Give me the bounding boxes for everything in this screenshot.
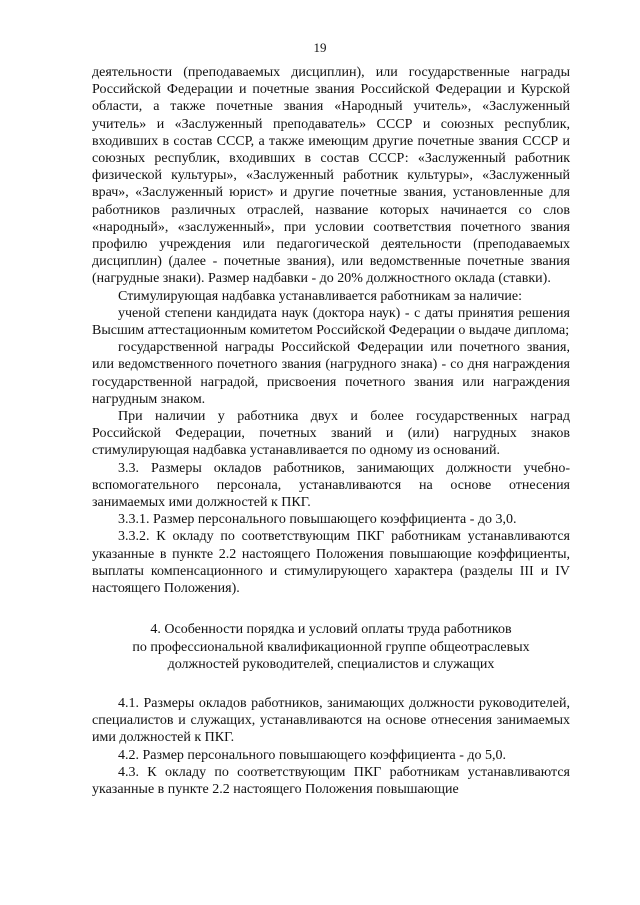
paragraph-4-2: 4.2. Размер персонального повышающего коэффициента - до 5,0. — [118, 747, 506, 763]
paragraph-4-3: 4.3. К окладу по соответствующим ПКГ работникам устанавливаются указанные в пункте 2.2 настоящего Положения повышающие — [92, 764, 570, 797]
section-heading — [92, 621, 570, 673]
paragraph-continuation: деятельности (преподаваемых дисциплин), или государственные награды Российской Федерации и почетные звания Российской Федерации и Курской области, а также почетные звания «Народный учитель», «Заслуженный учитель» и «Заслуженный преподаватель» СССР и союзных республик, входивших в состав СССР, а также имеющим другие почетные звания СССР и союзных республик, входивших в состав СССР: «Заслуженный работник физической культуры», «Заслуженный работник культуры», «Заслуженный врач», «Заслуженный юрист» и другие почетные звания, установленные для работников различных отраслей, название которых начинается со слов «народный», «заслуженный», при условии соответствия почетного звания профилю учреждения или педагогической деятельности (преподаваемых дисциплин) (далее - почетные звания), или ведомственные почетные звания (нагрудные знаки). Размер надбавки - до 20% должностного оклада (ставки). — [92, 65, 570, 287]
page-number: 19 — [313, 40, 327, 55]
paragraph-bonus-intro: Стимулирующая надбавка устанавливается работникам за наличие: — [118, 288, 523, 304]
section-heading-line: 4. Особенности порядка и условий оплаты труда работников — [150, 622, 512, 638]
paragraph-3-3-1: 3.3.1. Размер персонального повышающего коэффициента - до 3,0. — [118, 512, 517, 528]
paragraph-multiple-awards: При наличии у работника двух и более государственных наград Российской Федерации, почетных званий и (или) нагрудных знаков стимулирующая надбавка устанавливается по одному из оснований. — [92, 409, 570, 459]
paragraph-3-3-2: 3.3.2. К окладу по соответствующим ПКГ работникам устанавливаются указанные в пункте 2.2 настоящего Положения повышающие коэффициенты, выплаты компенсационного и стимулирующего характера (разделы III и IV настоящего Положения). — [92, 529, 570, 597]
paragraph-3-3: 3.3. Размеры окладов работников, занимающих должности учебно-вспомогательного персонала, устанавливаются на основе отнесения занимаемых ими должностей к ПКГ. — [92, 460, 570, 511]
document-body — [92, 64, 570, 798]
paragraph-4-1: 4.1. Размеры окладов работников, занимающих должности руководителей, специалистов и служащих, устанавливаются на основе отнесения занимаемых ими должностей к ПКГ. — [92, 695, 570, 746]
paragraph-state-award: государственной награды Российской Федерации или почетного звания, или ведомственного почетного звания (нагрудного знака) - со дня награждения государственной наградой, присвоения почетного звания или награждения нагрудным знаком. — [92, 340, 570, 407]
section-heading-line: по профессиональной квалификационной группе общеотраслевых — [132, 639, 530, 655]
paragraph-academic-degree: ученой степени кандидата наук (доктора наук) - с даты принятия решения Высшим аттестационным комитетом Российской Федерации о выдаче диплома; — [92, 305, 570, 339]
section-heading-line: должностей руководителей, специалистов и служащих — [167, 656, 495, 672]
